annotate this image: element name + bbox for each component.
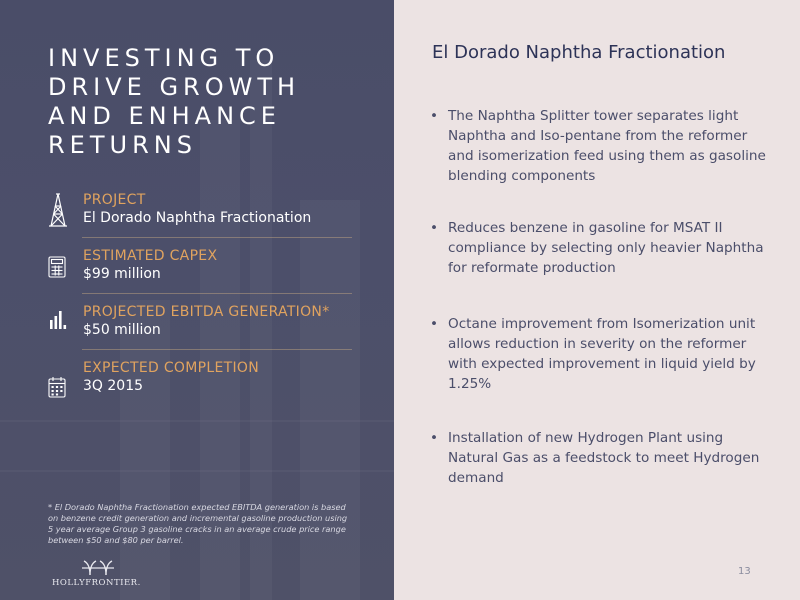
page-number: 13 <box>738 566 751 577</box>
refinery-background <box>0 420 394 422</box>
ebitda-label: PROJECTED EBITDA GENERATION* <box>83 304 330 320</box>
list-item <box>430 218 770 278</box>
divider <box>82 349 352 350</box>
oil-derrick-icon <box>48 192 68 216</box>
bullet-text: Installation of new Hydrogen Plant using Natural Gas as a feedstock to meet Hydrogen demand <box>448 430 760 486</box>
list-item <box>430 314 770 394</box>
company-logo <box>52 560 152 590</box>
left-panel <box>0 0 394 600</box>
capex-item <box>48 248 352 288</box>
completion-item <box>48 360 352 400</box>
section-title: El Dorado Naphtha Fractionation <box>432 42 726 63</box>
refinery-background <box>120 300 170 600</box>
bullet-point: • <box>430 220 439 236</box>
bullet-text: The Naphtha Splitter tower separates light Naphtha and Iso-pentane from the reformer and isomerization feed using them as gasoline blending components <box>448 108 766 184</box>
title-line: AND ENHANCE <box>48 102 281 130</box>
completion-label: EXPECTED COMPLETION <box>83 360 259 376</box>
page-title <box>48 44 368 160</box>
bullet-point: • <box>430 108 439 124</box>
project-label: PROJECT <box>83 192 146 208</box>
logo-text: HOLLYFRONTIER. <box>52 578 141 588</box>
ebitda-item <box>48 304 352 344</box>
title-line: INVESTING TO <box>48 44 280 72</box>
project-item <box>48 192 352 232</box>
ebitda-value: $50 million <box>83 322 161 338</box>
bullet-point: • <box>430 316 439 332</box>
capex-value: $99 million <box>83 266 161 282</box>
refinery-background <box>0 470 394 472</box>
bar-chart-icon <box>48 308 68 332</box>
bullet-text: Reduces benzene in gasoline for MSAT II compliance by selecting only heavier Naphtha for reformate production <box>448 220 764 276</box>
list-item <box>430 106 770 186</box>
capex-label: ESTIMATED CAPEX <box>83 248 218 264</box>
title-line: RETURNS <box>48 131 197 159</box>
calendar-icon <box>48 376 68 400</box>
list-item <box>430 428 770 488</box>
divider <box>82 293 352 294</box>
project-value: El Dorado Naphtha Fractionation <box>83 210 312 226</box>
footnote: * El Dorado Naphtha Fractionation expected EBITDA generation is based on benzene credit generation and incremental gasoline production using 5 year average Group 3 gasoline cracks in an average crude price range between $50 and $80 per barrel. <box>48 502 348 545</box>
title-line: DRIVE GROWTH <box>48 73 301 101</box>
calculator-icon <box>48 256 68 280</box>
bullet-text: Octane improvement from Isomerization unit allows reduction in severity on the reformer with expected improvement in liquid yield by 1.25% <box>448 316 756 392</box>
divider <box>82 237 352 238</box>
bullet-point: • <box>430 430 439 446</box>
completion-value: 3Q 2015 <box>83 378 144 394</box>
